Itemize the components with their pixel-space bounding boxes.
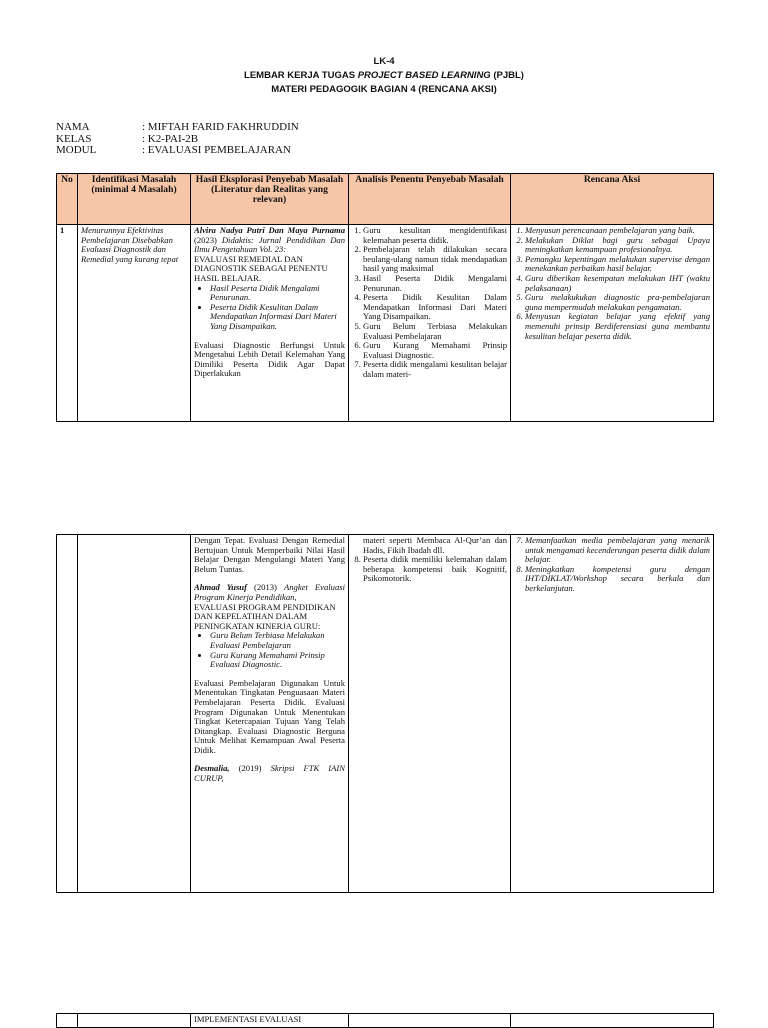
analysis-cell-continued: materi seperti Membaca Al-Qur’an dan Hadis, Fikih Ibadah dll. 8. Peserta didik memiliki kelemahan dalam beberapa kompetensi baik Kognitif, Psikomotorik. [349, 535, 511, 893]
analysis-list-continued: 8. Peserta didik memiliki kelemahan dalam beberapa kompetensi baik Kognitif, Psikomotorik. [352, 555, 507, 584]
table-row [57, 225, 714, 422]
exploration-cell: Alvira Nadya Putri Dan Maya Purnama (2023) Didaktis: Jurnal Pendidikan Dan Ilmu Pengetahuan Vol. 23: EVALUASI REMEDIAL DAN DIAGNOSTIK SEBAGAI PENENTU HASIL BELAJAR. • Hasil Peserta Didik Mengalami Penurunan. • Peserta Didik Kesulitan Dalam Mendapatkan Informasi Dari Materi Yang Disampaikan. Evaluasi Diagnostic Berfungsi Untuk Mengetahui Lebih Detail Kelemahan Yang Dimiliki Peserta Didik Agar Dapat Diperlakukan [191, 225, 349, 422]
worksheet-table-page3 [56, 1013, 714, 1028]
analysis-cell [349, 225, 511, 422]
info-row-kelas: KELAS : K2-PAI-2B [56, 132, 199, 145]
worksheet-table-page2 [56, 534, 714, 893]
header-no: No [57, 174, 78, 225]
analysis-list: 1. Guru kesulitan mengidentifikasi kelemahan peserta didik. 2. Pembelajaran telah dilakukan secara beulang-ulang namun tidak mendapatkan hasil yang maksimal 3. Hasil Peserta Didik Mengalami Penurunan. 4. Peserta Didik Kesulitan Dalam Mendapatkan Informasi Dari Materi Yang Disampaikan. 5. Guru Belum Terbiasa Melakukan Evaluasi Pembelajaran 6. Guru Kurang Memahami Prinsip Evaluasi Diagnostic. 7. Peserta didik mengalami kesulitan belajar dalam materi- [352, 226, 507, 380]
info-row-nama: NAMA : MIFTAH FARID FAKHRUDDIN [56, 121, 299, 133]
document-subtitle: MATERI PEDAGOGIK BAGIAN 4 (RENCANA AKSI) [271, 84, 497, 95]
header-analisis: Analisis Penentu Penyebab Masalah [349, 174, 511, 225]
exploration-bullets-2: • Guru Belum Terbiasa Melakukan Evaluasi Pembelajaran • Guru Kurang Memahami Prinsip Evaluasi Diagnostic. [194, 631, 345, 669]
exploration-bullets: • Hasil Peserta Didik Mengalami Penurunan. • Peserta Didik Kesulitan Dalam Mendapatkan Informasi Dari Materi Yang Disampaikan. [194, 284, 345, 332]
identity-info [56, 122, 299, 157]
exploration-cell-continued: Dengan Tepat. Evaluasi Dengan Remedial Bertujuan Untuk Memperbaiki Nilai Hasil Belajar Dengan Mengulangi Materi Yang Belum Tuntas. Ahmad Yusuf (2013) Angket Evaluasi Program Kinerja Pendidikan, EVALUASI PROGRAM PENDIDIKAN DAN KEPELATIHAN DALAM PENINGKATAN KINERJA GURU: • Guru Belum Terbiasa Melakukan Evaluasi Pembelajaran • Guru Kurang Memahami Prinsip Evaluasi Diagnostic. Evaluasi Pembelajaran Digunakan Untuk Menentukan Tingkatan Penguasaan Materi Pembelajaran Peserta Didik. Evaluasi Program Digunakan Untuk Menentukan Tingkat Ketercapaian Tujuan Yang Telah Ditangkap. Evaluasi Diagnostic Berguna Untuk Melihat Kemampuan Awal Peserta Didik. Desmalia, (2019) Skripsi FTK IAIN CURUP, [191, 535, 349, 893]
exploration-cell-page3: IMPLEMENTASI EVALUASI [191, 1014, 349, 1028]
row-number: 1 [57, 225, 78, 422]
document-title: LEMBAR KERJA TUGAS PROJECT BASED LEARNING (PJBL) [244, 70, 524, 81]
info-row-modul: MODUL : EVALUASI PEMBELAJARAN [56, 144, 291, 156]
action-plan-list: 1. Menyusun perencanaan pembelajaran yang baik. 2. Melakukan Diklat bagi guru sebagai Upaya meningkatkan kemampuan profesionalnya. 3. Pemangku kepentingan melakukan supervise dengan menekankan perbaikan hasil belajar. 4. Guru diberikan kesempatan melakukan IHT (waktu pelaksanaan) 5. Guru melakukukan diagnostic pra-pembelajaran guna mempermudah melakukan pengamatan. 6. Menyusun kegiatan belajar yang efektif yang memenuhi prinsip Berdiferensiasi guna membantu kesulitan belajar peserta didik. [514, 226, 710, 341]
worksheet-table-page1 [56, 173, 714, 422]
table-row [57, 1014, 714, 1028]
header-rencana: Rencana Aksi [511, 174, 714, 225]
action-plan-list-continued: 7. Memanfaatkan media pembelajaran yang menarik untuk mengamati kecenderungan peserta didik dalam belajar. 8. Meningkatkan kompetensi guru dengan IHT/DIKLAT/Workshop secara berkala dan berkelanjutan. [514, 536, 710, 594]
action-plan-cell-continued [511, 535, 714, 893]
document-code: LK-4 [373, 56, 395, 67]
problem-identification: Menurunnya Efektivitas Pembelajaran Disebabkan Evaluasi Diagnostik dan Remedial yang kurang tepat [78, 225, 191, 422]
header-hasil: Hasil Eksplorasi Penyebab Masalah (Literatur dan Realitas yang relevan) [191, 174, 349, 225]
header-identifikasi: Identifikasi Masalah (minimal 4 Masalah) [78, 174, 191, 225]
action-plan-cell [511, 225, 714, 422]
table-row [57, 535, 714, 893]
